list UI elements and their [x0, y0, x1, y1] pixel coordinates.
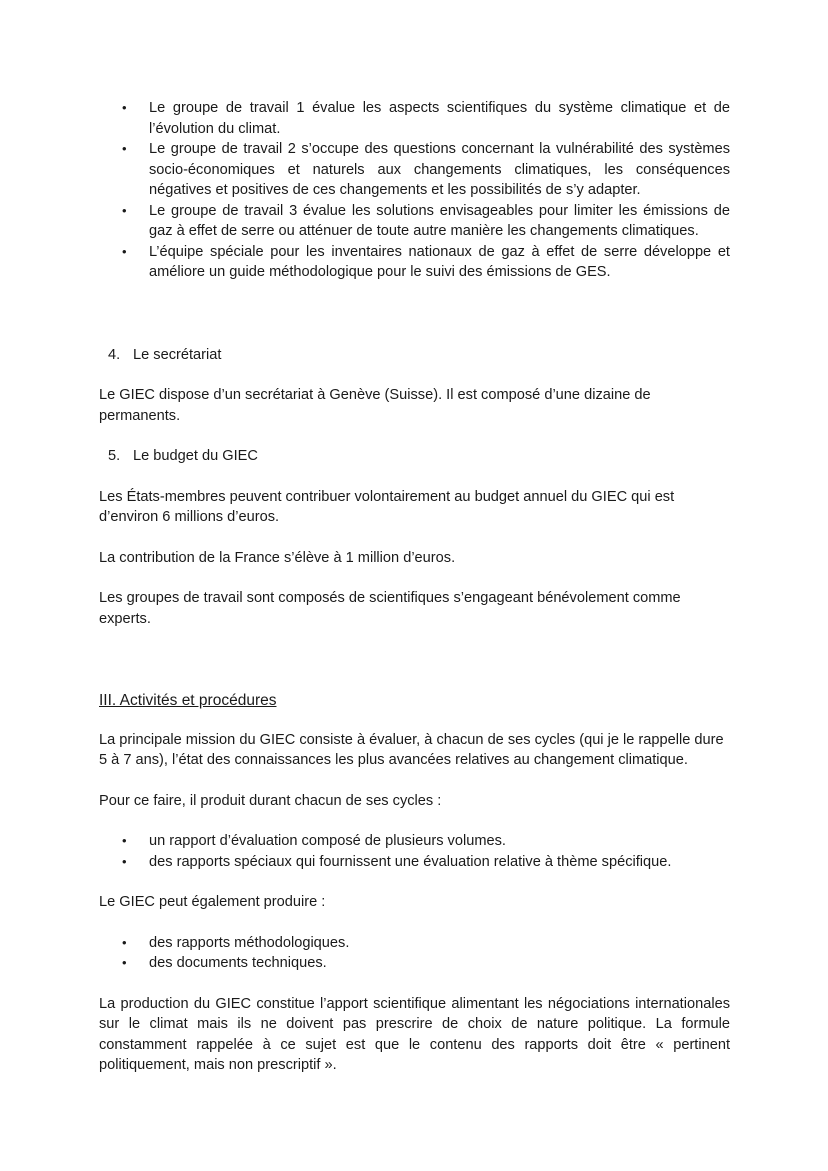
bullet-icon: • — [122, 243, 127, 259]
bullet-icon: • — [122, 833, 127, 848]
section-number: 5. — [108, 448, 121, 464]
cycle-intro: Pour ce faire, il produit durant chacun de ses cycles : — [99, 792, 442, 809]
list-item-text: Le groupe de travail 1 évalue les aspects scientifiques du système climatique et de l’évolution du climat. — [149, 100, 730, 137]
list-item-text: un rapport d’évaluation composé de plusieurs volumes. — [149, 833, 506, 849]
list-item — [99, 98, 730, 139]
mission-paragraph: La principale mission du GIEC consiste à évaluer, à chacun de ses cycles (qui je le rappelle dure 5 à 7 ans), l’état des connaissances les plus avancées relatives au changement climatique. — [99, 731, 724, 768]
budget-paragraph: Les États-membres peuvent contribuer volontairement au budget annuel du GIEC qui est d’environ 6 millions d’euros. — [99, 488, 675, 525]
list-item — [99, 831, 730, 852]
list-item-text: des rapports spéciaux qui fournissent une évaluation relative à thème spécifique. — [149, 853, 672, 870]
document-page — [99, 98, 730, 1076]
list-item-text: Le groupe de travail 3 évalue les solutions envisageables pour limiter les émissions de gaz à effet de serre ou atténuer de toute autre manière les changements climatiques. — [149, 202, 730, 239]
list-item — [99, 852, 730, 873]
secretariat-paragraph: Le GIEC dispose d’un secrétariat à Genève (Suisse). Il est composé d’une dizaine de permanents. — [99, 387, 651, 424]
list-item — [99, 953, 730, 974]
list-item — [99, 139, 730, 201]
section-heading-activities: III. Activités et procédures — [99, 692, 277, 709]
bullet-icon: • — [122, 955, 127, 970]
section-number: 4. — [108, 346, 121, 363]
list-item — [99, 242, 730, 283]
bullet-icon: • — [122, 141, 127, 156]
list-item — [99, 933, 730, 954]
section-title: Le secrétariat — [133, 346, 222, 363]
list-item — [99, 201, 730, 242]
conclusion-paragraph: La production du GIEC constitue l’apport scientifique alimentant les négociations internationales sur le climat mais ils ne doivent pas prescrire de choix de nature politique. La formule constamment rappelée à ce sujet est que le contenu des rapports doit être « pertinent politiquement, mais non prescriptif ». — [99, 995, 730, 1073]
section-title: Le budget du GIEC — [133, 448, 258, 464]
bullet-icon: • — [122, 100, 127, 115]
cycle-list — [99, 831, 730, 872]
budget-paragraph: La contribution de la France s’élève à 1 million d’euros. — [99, 549, 456, 566]
also-intro: Le GIEC peut également produire : — [99, 894, 326, 910]
bullet-icon: • — [122, 853, 127, 869]
list-item-text: des rapports méthodologiques. — [149, 934, 350, 951]
also-list — [99, 933, 730, 974]
bullet-icon: • — [122, 202, 127, 218]
section-heading-secretariat — [99, 345, 730, 366]
list-item-text: Le groupe de travail 2 s’occupe des questions concernant la vulnérabilité des systèmes socio-économiques et naturels aux changements climatiques, les conséquences négatives et positives de ces changements et les possibilités de s’y adapter. — [149, 141, 730, 198]
list-item-text: L’équipe spéciale pour les inventaires nationaux de gaz à effet de serre développe et améliore un guide méthodologique pour le suivi des émissions de GES. — [149, 243, 730, 280]
bullet-icon: • — [122, 934, 127, 950]
working-groups-list — [99, 98, 730, 283]
section-heading-budget — [99, 446, 730, 467]
list-item-text: des documents techniques. — [149, 955, 327, 971]
budget-paragraph: Les groupes de travail sont composés de scientifiques s’engageant bénévolement comme experts. — [99, 590, 681, 627]
